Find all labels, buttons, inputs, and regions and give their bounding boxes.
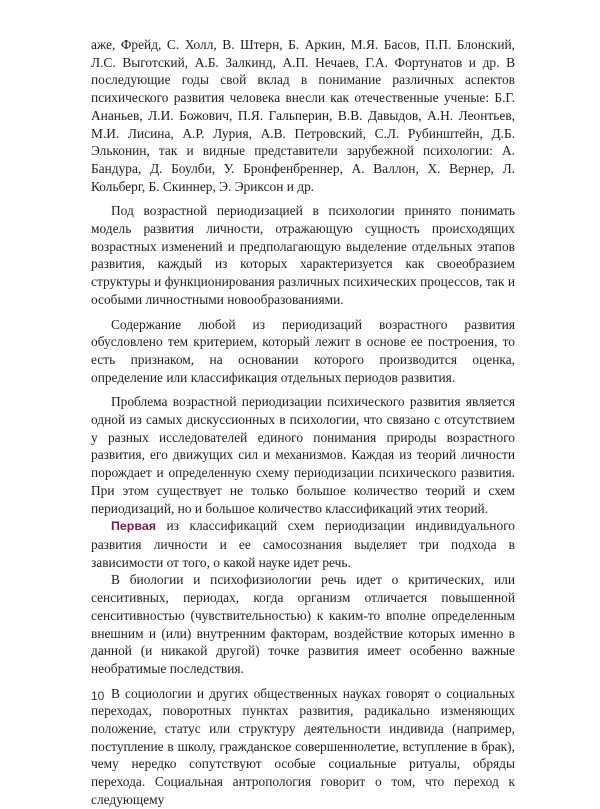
paragraph-6: В биологии и психофизиологии речь идет о критических, или сенситивных, периодах, когда организм отличается повышенной сенситивностью (чувствительностью) к каким-то вполне определенным внешним и (или) внутренним факторам, воздействие которых именно в данной (и никакой другой) точке развития имеет особенно важные необратимые последствия. [91,572,515,676]
accent-term: Первая [111,519,156,534]
paragraph-7: В социологии и других общественных науках говорят о социальных переходах, поворотных пунктах развития, радикально изменяющих положение, статус или структуру деятельности индивида (например, поступление в школу, гражданское совершеннолетие, вступление в брак), чему нередко сопутствуют особые социальные ритуалы, обряды перехода. Социальная антропология говорит о том, что переход к следующему [91,685,515,807]
paragraph-5-text: из классификаций схем периодизации индивидуального развития личности и ее самосознания выделяет три подхода в зависимости от того, о какой науке идет речь. [91,518,515,570]
body-text [91,36,515,809]
paragraph-2: Под возрастной периодизацией в психологии принято понимать модель развития личности, отражающую сущность происходящих возрастных изменений и предполагающую выделение отдельных этапов развития, каждый из которых характеризуется как своеобразием структуры и функционирования различных психических процессов, так и особыми личностными новообразованиями. [91,203,515,307]
paragraph-1: аже, Фрейд, С. Холл, В. Штерн, Б. Аркин, М.Я. Басов, П.П. Блонский, Л.С. Выготский, А.Б. Залкинд, А.П. Нечаев, Г.А. Фортунатов и др. В последующие годы свой вклад в понимание различных аспектов психического развития человека внесли как отечественные ученые: Б.Г. Ананьев, Л.И. Божович, П.Я. Гальперин, В.В. Давыдов, А.Н. Леонтьев, М.И. Лисина, А.Р. Лурия, А.В. Петровский, С.Л. Рубинштейн, Д.Б. Эльконин, так и видные представители зарубежной психологии: А. Бандура, Д. Боулби, У. Бронфенбреннер, А. Валлон, Х. Вернер, Л. Кольберг, Б. Скиннер, Э. Эриксон и др. [91,37,515,194]
page-number: 10 [91,689,105,703]
paragraph-3: Содержание любой из периодизаций возрастного развития обусловлено тем критерием, который лежит в основе ее построения, то есть признаком, на основании которого производится оценка, определение или классификация отдельных периодов развития. [91,316,515,385]
paragraph-5 [91,517,515,571]
paragraph-4: Проблема возрастной периодизации психического развития является одной из самых дискуссионных в психологии, что связано с отсутствием у разных исследователей единого понимания природы возрастного развития, его движущих сил и механизмов. Каждая из теорий личности порождает и определенную схему периодизации психического развития. При этом существует не только большое количество теорий и схем периодизаций, но и большое количество классификаций этих теорий. [91,394,515,516]
